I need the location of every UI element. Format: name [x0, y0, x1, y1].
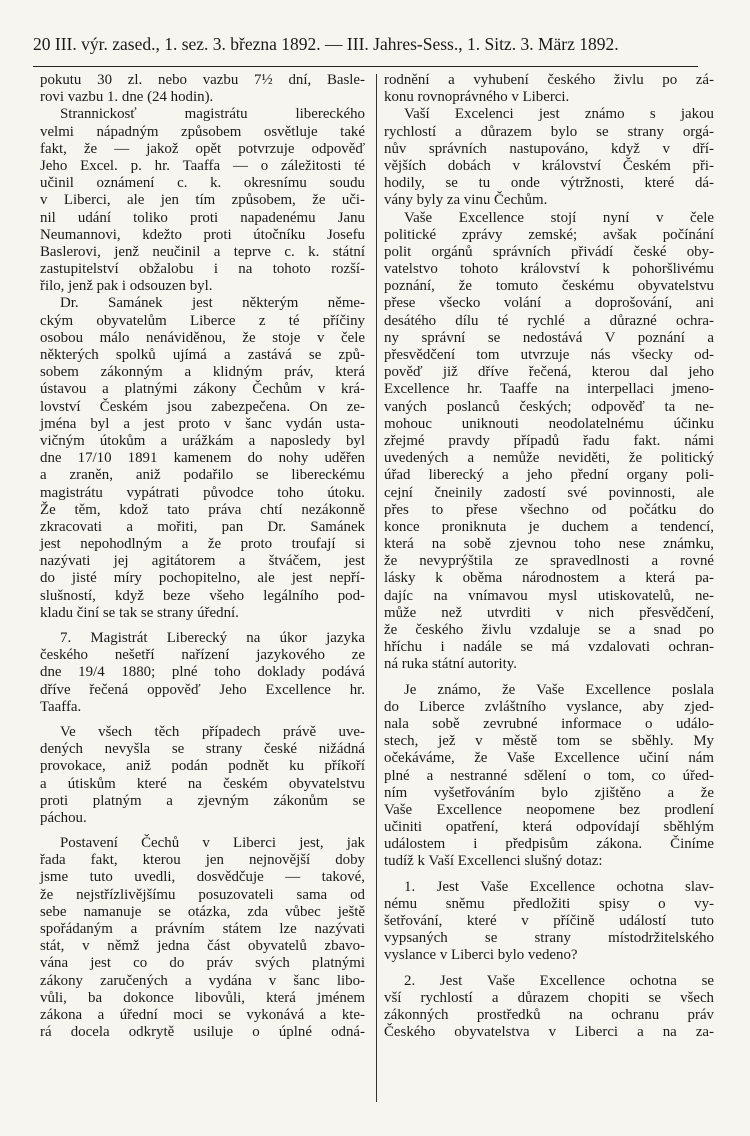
text-line: Strannickosť magistrátu libereckého [60, 106, 365, 123]
text-line: nala sobě zevrubné informace o událo- [384, 715, 714, 732]
text-line: desátého dílu té rychlé a důrazné ochra- [384, 312, 714, 329]
text-line: vaných poslanců českých; odpověď ta ne- [384, 398, 714, 415]
text-line: přesvědčení tom utvrzuje nás všecky od- [384, 347, 714, 363]
text-line: řilo, jenž pak i odsouzen byl. [40, 278, 213, 295]
text-line: a zraněn, aniž podařilo se libereckému [40, 467, 365, 484]
text-line: vší rychlostí a důrazem chopiti se všech [384, 989, 714, 1006]
text-line: dených nevyšla se strany české nižádná [40, 741, 365, 758]
text-line: a útiskům které na českém obyvatelstvu [40, 775, 365, 792]
text-line: ny správní se nedostává V poznání a [384, 329, 714, 346]
text-line: politické zprávy zemské; avšak počínání [384, 226, 714, 243]
text-line: vány byly za vinu Čechům. [384, 192, 548, 209]
paragraph-gap [40, 622, 365, 630]
text-line: řada fakt, kterou jen nejnovější doby [40, 852, 365, 869]
text-line: šetřování, které v příčině událostí tuto [384, 913, 714, 929]
text-line: poznání, že tomuto českému obyvatelstvu [384, 278, 714, 295]
text-line: 1. Jest Vaše Excellence ochotna slav- [404, 878, 714, 895]
text-line: dříve řečená oppověď Jeho Excellence hr. [40, 681, 365, 698]
text-line: že českého živlu vzdaluje se a snad po [384, 622, 714, 638]
text-line: uvedených a nemůže neviděti, že politický [384, 450, 714, 467]
text-line: rovi vazbu 1. dne (24 hodin). [40, 89, 214, 106]
text-line: lovství Českém jsou zabezpečena. On ze- [40, 398, 365, 415]
text-line: jsme tuto uvedli, dosvědčuje — takové, [40, 869, 365, 886]
text-line: 2. Jest Vaše Excellence ochotna se [404, 972, 714, 989]
text-line: očekáváme, že Vaše Excellence učiní nám [384, 750, 714, 767]
text-line: pověď již dříve řečená, kterou dal jeho [384, 364, 714, 381]
text-line: Taaffa. [40, 698, 82, 715]
text-line: cejní čneinily zadostí své povinnosti, ale [384, 484, 714, 501]
text-line: učinil oznámení c. k. okresnímu soudu [40, 175, 365, 192]
text-line: Vaše Excellence stojí nyní v čele [404, 209, 714, 226]
text-line: že nejstřízlivějšímu posuzovateli sama od [40, 886, 365, 903]
text-line: velmi nápadným způsobem osvětluje také [40, 123, 365, 140]
paragraph-gap [384, 965, 714, 973]
text-line: dne 19/4 1880; plné toho doklady podává [40, 664, 365, 681]
text-line: přese všecko volání a doprošování, ani [384, 295, 714, 312]
text-line: provokace, aniž podán podnět ku příkoří [40, 758, 365, 775]
text-line: konu rovnoprávného v Liberci. [384, 89, 570, 106]
text-line: rá docela odkrytě usiluje o úplné odná- [40, 1024, 365, 1041]
text-line: českého nešetří nařízení jazykového ze [40, 647, 365, 664]
header-text: 20 III. výr. zased., 1. sez. 3. března 1892. — III. Jahres-Sess., 1. Sitz. 3. März 1892. [33, 34, 619, 54]
text-line: magistrátu vypátrati původce toho útoku. [40, 484, 365, 501]
text-line: proti platným a zjevným zákonům se [40, 792, 365, 809]
text-line: Že těm, kdož tato práva chtí nezákonně [40, 501, 365, 518]
text-line: lásky k oběma národnostem a která pa- [384, 570, 714, 587]
text-line: zákonných prostředků na ochranu práv [384, 1006, 714, 1023]
text-line: hodily, se tu onde výtržnosti, které dá- [384, 175, 714, 192]
text-line: sobem zákonným a klidným práv, která [40, 364, 365, 381]
text-line: Excellence hr. Taaffe na interpellaci jmeno- [384, 381, 714, 398]
text-line: událostem i předpisům zákona. Činíme [384, 836, 714, 853]
text-line: kladu činí se tak se strany úřední. [40, 604, 239, 621]
text-line: do Liberce zvláštního vyslance, aby zjed- [384, 698, 714, 715]
text-line: osobou málo nenáviděnou, že stoje v čele [40, 329, 365, 346]
text-line: plné a nestranné sdělení o tom, co úřed- [384, 767, 714, 784]
text-line: může než utvrditi v nich přesvědčení, [384, 604, 714, 621]
text-line: ná ruka státní autority. [384, 656, 518, 673]
text-line: vůli, ba dokonce libovůli, která jménem [40, 989, 365, 1006]
text-line: polit orgánů správních přivádí české oby- [384, 243, 714, 260]
text-line: konce proniknuta je duchem a tendencí, [384, 518, 714, 535]
text-line: hříchu i nadále se má vzdalovati ochran- [384, 639, 714, 656]
page-header [33, 32, 698, 67]
text-line: sebe namanuje se otázka, zda vůbec ještě [40, 903, 365, 920]
text-line: nému sněmu předložiti spisy o vy- [384, 895, 714, 912]
text-line: stech, jež v městě tom se sběhly. My [384, 733, 714, 750]
text-line: ckým obyvatelům Liberce z té příčiny [40, 312, 365, 329]
text-line: Ve všech těch případech právě uve- [60, 723, 365, 740]
text-line: v Liberci, ale jen tím způsobem, že uči- [40, 192, 365, 209]
text-line: vypsaných se strany místodržitelského [384, 930, 714, 947]
paragraph-gap [384, 871, 714, 879]
text-line: Neumannovi, kdežto proti útočníku Josefu [40, 226, 365, 243]
text-line: vějších dobách v království Českém při- [384, 157, 714, 174]
text-line: vatelstvo tohoto království k pohoršlivému [384, 261, 714, 278]
text-line: jest nepohodlným a že proto troufají si [40, 536, 365, 553]
text-line: vyslance v Liberci bylo vedeno? [384, 947, 578, 964]
text-line: 7. Magistrát Liberecký na úkor jazyka [60, 630, 365, 646]
text-line: fakt, že — jakož opět potvrzuje odpověď [40, 140, 365, 157]
text-line: zkracovati a mořiti, pan Dr. Samánek [40, 518, 365, 535]
text-line: učiniti opatření, která odpovídají sběhlým [384, 819, 714, 836]
text-line: která na sobě zjevnou toho nese známku, [384, 536, 714, 553]
text-line: nil udání toliko proti napadenému Janu [40, 209, 365, 226]
text-line: Vaše Excellence neopomene bez prodlení [384, 801, 714, 818]
text-line: Baslerovi, jenž neučinil a teprve c. k. státní [40, 243, 365, 260]
right-column [384, 72, 714, 1041]
text-line: zřejmé pravdy případů řadu fakt. námi [384, 432, 714, 449]
text-line: vána jest co do práv svých platnými [40, 955, 365, 972]
text-line: rodnění a vyhubení českého živlu po zá- [384, 72, 714, 88]
text-line: do jisté míry pochopitelno, ale jest nepří- [40, 570, 365, 587]
paragraph-gap [40, 716, 365, 724]
text-line: mohouc uniknouti neodolatelnému účinku [384, 415, 714, 432]
text-line: Je známo, že Vaše Excellence poslala [404, 681, 714, 698]
text-line: nův správních nastupováno, když v dří- [384, 140, 714, 157]
text-line: jména byl a jest proto v šanc vydán usta- [40, 415, 365, 432]
text-line: některých spolků ujímá a zastává se způ- [40, 347, 365, 363]
text-line: zákony zaručených a vydána v šanc libo- [40, 972, 365, 989]
text-line: vičným útokům a urážkám a naposledy byl [40, 432, 365, 449]
text-line: úřad liberecký a jeho přední organy poli- [384, 467, 714, 484]
paragraph-gap [384, 674, 714, 682]
text-line: zastupitelství obžalobu i na tohoto rozší- [40, 261, 365, 278]
text-line: spořádaným a právním státem lze nazývati [40, 921, 365, 937]
text-line: Českého obyvatelstva v Liberci a na za- [384, 1024, 714, 1041]
text-line: slušností, když beze všeho legálního pod- [40, 587, 365, 604]
text-line: Postavení Čechů v Liberci jest, jak [60, 835, 365, 852]
text-line: pokutu 30 zl. nebo vazbu 7½ dní, Basle- [40, 72, 365, 88]
text-line: tudíž k Vaší Excellenci slušný dotaz: [384, 853, 603, 870]
text-line: ústavou a platnými zákony Čechům v krá- [40, 381, 365, 398]
text-line: dne 17/10 1891 kamenem do nohy uděřen [40, 450, 365, 467]
text-line: ním vyšetřováním bylo zjištěno a že [384, 784, 714, 801]
left-column [40, 72, 365, 1041]
text-line: nazývati jej agitátorem a štváčem, jest [40, 553, 365, 570]
text-line: přes to přese všechno od počátku do [384, 501, 714, 518]
paragraph-gap [40, 827, 365, 835]
text-line: dajíc na vnímavou mysl utiskovatelů, ne- [384, 587, 714, 604]
text-line: Dr. Samánek jest některým něme- [60, 295, 365, 312]
text-line: zákona a úřední moci se vykonává a kte- [40, 1006, 365, 1023]
column-divider [376, 74, 377, 1102]
text-line: Jeho Excel. p. hr. Taaffa — o záležitosti té [40, 157, 365, 174]
text-line: páchou. [40, 809, 87, 826]
text-line: že nevyprýštila ze spravedlnosti a rovné [384, 553, 714, 570]
text-line: rychlostí a důrazem bylo se strany orgá- [384, 123, 714, 140]
text-line: stát, v němž jedna část obyvatelů zbavo- [40, 938, 365, 955]
text-line: Vaší Excelenci jest známo s jakou [404, 106, 714, 123]
